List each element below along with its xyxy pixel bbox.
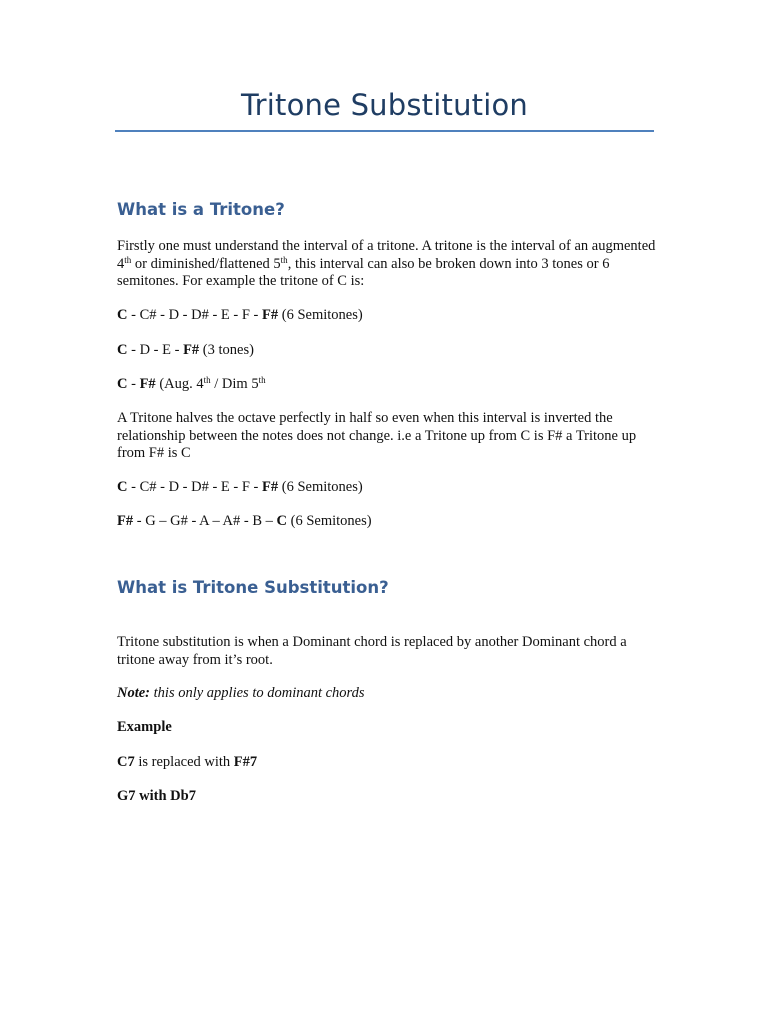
inversion-paragraph: A Tritone halves the octave perfectly in half so even when this interval is inverted the relationship between the notes does not change. i.e a Tritone up from C is F# a Tritone up from F# is C: [117, 410, 637, 461]
substitution-definition: Tritone substitution is when a Dominant chord is replaced by another Dominant chord a tritone away from it’s root.: [117, 634, 627, 668]
semitone-sequence-3: [117, 513, 372, 531]
seq3-sup-a: th: [203, 375, 211, 385]
example-1: [117, 754, 257, 772]
interval-sequence: [117, 376, 266, 394]
seq1-start-note: C: [117, 307, 128, 323]
seq3-note-a: (Aug. 4: [155, 376, 204, 392]
seq4-start-note: C: [117, 479, 128, 495]
intro-text-3: , this interval can also be broken down into 3 tones or 6 semitones. For example the tritone of C is:: [117, 255, 610, 289]
note-label: Note:: [117, 685, 151, 701]
title-underline: [115, 130, 654, 132]
seq2-start-note: C: [117, 342, 128, 358]
seq5-end-note: C: [276, 513, 287, 529]
page-title: Tritone Substitution: [240, 88, 529, 122]
example-1-chord-b: F#7: [233, 754, 258, 770]
seq1-note: (6 Semitones): [278, 307, 363, 323]
example-2: [117, 788, 196, 806]
example-label-text: Example: [117, 719, 172, 735]
seq4-middle: - C# - D - D# - E - F -: [127, 479, 262, 495]
semitone-sequence-2: [117, 479, 363, 497]
example-label: [117, 719, 172, 737]
seq4-note: (6 Semitones): [278, 479, 363, 495]
seq5-middle: - G – G# - A – A# - B –: [133, 513, 277, 529]
semitone-sequence-1: [117, 307, 363, 325]
intro-sup-2: th: [280, 254, 288, 265]
seq3-start-note: C: [117, 376, 128, 392]
intro-sup-1: th: [124, 254, 132, 265]
seq3-note-b: / Dim 5: [210, 376, 259, 392]
example-1-mid: is replaced with: [134, 754, 234, 770]
seq5-start-note: F#: [117, 513, 134, 529]
seq3-end-note: F#: [139, 376, 156, 392]
section-heading-tritone-substitution: What is Tritone Substitution?: [117, 578, 389, 597]
seq1-end-note: F#: [262, 307, 279, 323]
intro-text-2: or diminished/flattened 5: [131, 255, 281, 272]
example-2-text: G7 with Db7: [117, 788, 196, 804]
seq3-middle: -: [127, 376, 140, 392]
section-heading-what-is-tritone: What is a Tritone?: [117, 200, 285, 219]
note-line: [117, 685, 365, 703]
example-1-chord-a: C7: [117, 754, 135, 770]
tone-sequence: [117, 342, 254, 360]
note-text: this only applies to dominant chords: [150, 685, 365, 701]
seq2-middle: - D - E -: [127, 342, 184, 358]
tritone-intro-paragraph: [117, 238, 657, 291]
intro-text-1: Firstly one must understand the interval of a tritone. A tritone is the interval of an augmented 4: [117, 238, 656, 272]
seq2-note: (3 tones): [199, 342, 254, 358]
seq1-middle: - C# - D - D# - E - F -: [127, 307, 262, 323]
seq5-note: (6 Semitones): [287, 513, 372, 529]
seq2-end-note: F#: [183, 342, 200, 358]
seq3-sup-b: th: [258, 375, 266, 385]
seq4-end-note: F#: [262, 479, 279, 495]
